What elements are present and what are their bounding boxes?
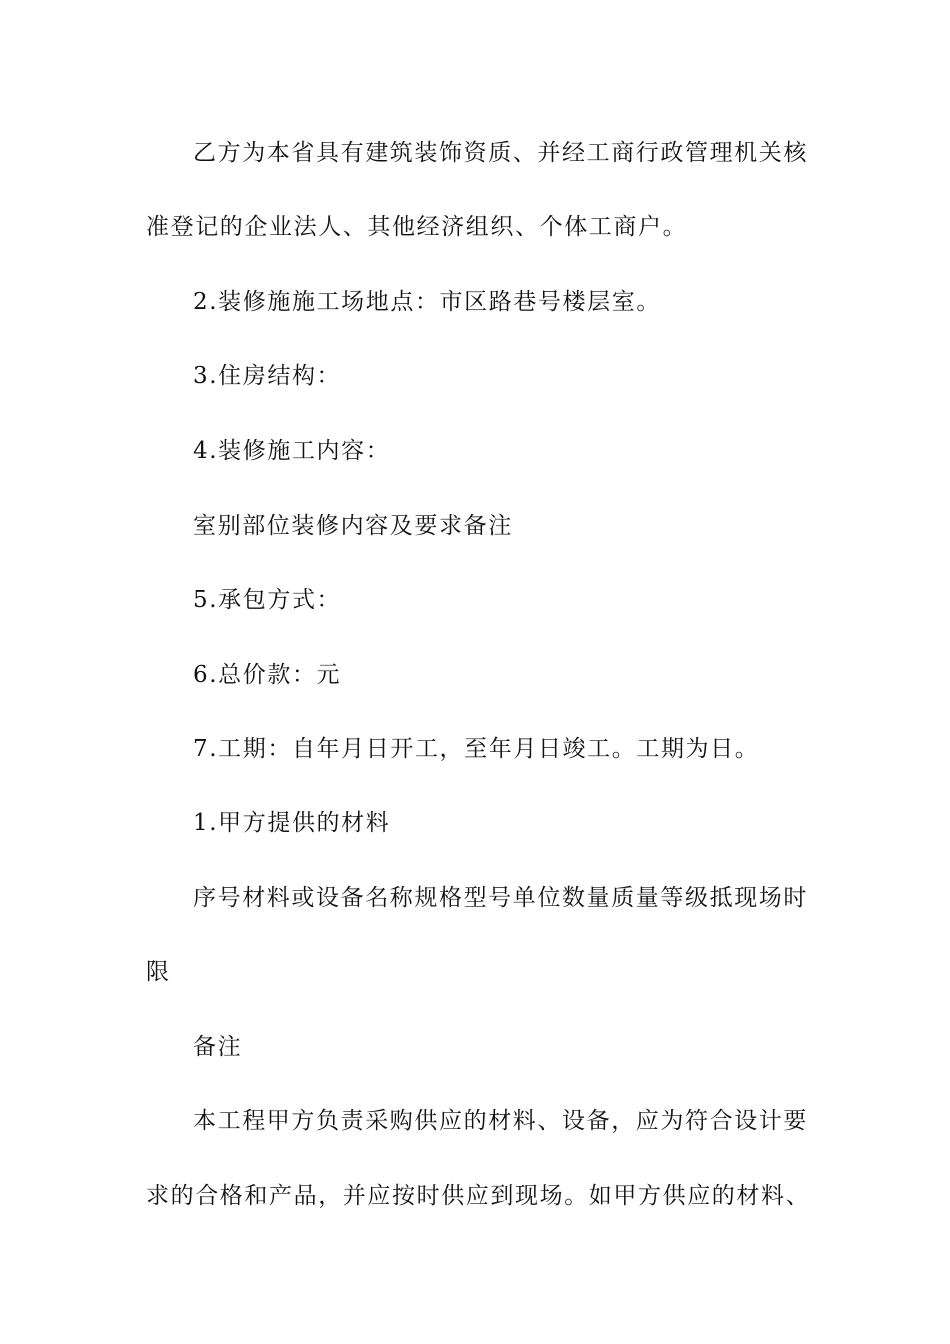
paragraph-line: 乙方为本省具有建筑装饰资质、并经工商行政管理机关核 [193, 140, 808, 166]
paragraph-line: 备注 [193, 1034, 243, 1060]
paragraph-line: 3.住房结构： [193, 363, 342, 389]
paragraph-line: 4.装修施工内容： [193, 438, 391, 464]
paragraph-line: 本工程甲方负责采购供应的材料、设备，应为符合设计要 [193, 1108, 808, 1134]
paragraph-line: 序号材料或设备名称规格型号单位数量质量等级抵现场时 [193, 885, 808, 911]
paragraph-line: 6.总价款：元 [193, 662, 342, 688]
paragraph-line: 7.工期：自年月日开工，至年月日竣工。工期为日。 [193, 736, 760, 762]
paragraph-line: 2.装修施施工场地点：市区路巷号楼层室。 [193, 289, 661, 315]
paragraph-line: 室别部位装修内容及要求备注 [193, 513, 513, 539]
paragraph-line: 1.甲方提供的材料 [193, 810, 391, 836]
paragraph-line: 5.承包方式： [193, 587, 342, 613]
paragraph-line: 准登记的企业法人、其他经济组织、个体工商户。 [146, 214, 688, 240]
paragraph-line: 限 [146, 959, 171, 985]
paragraph-line: 求的合格和产品，并应按时供应到现场。如甲方供应的材料、 [146, 1183, 811, 1209]
